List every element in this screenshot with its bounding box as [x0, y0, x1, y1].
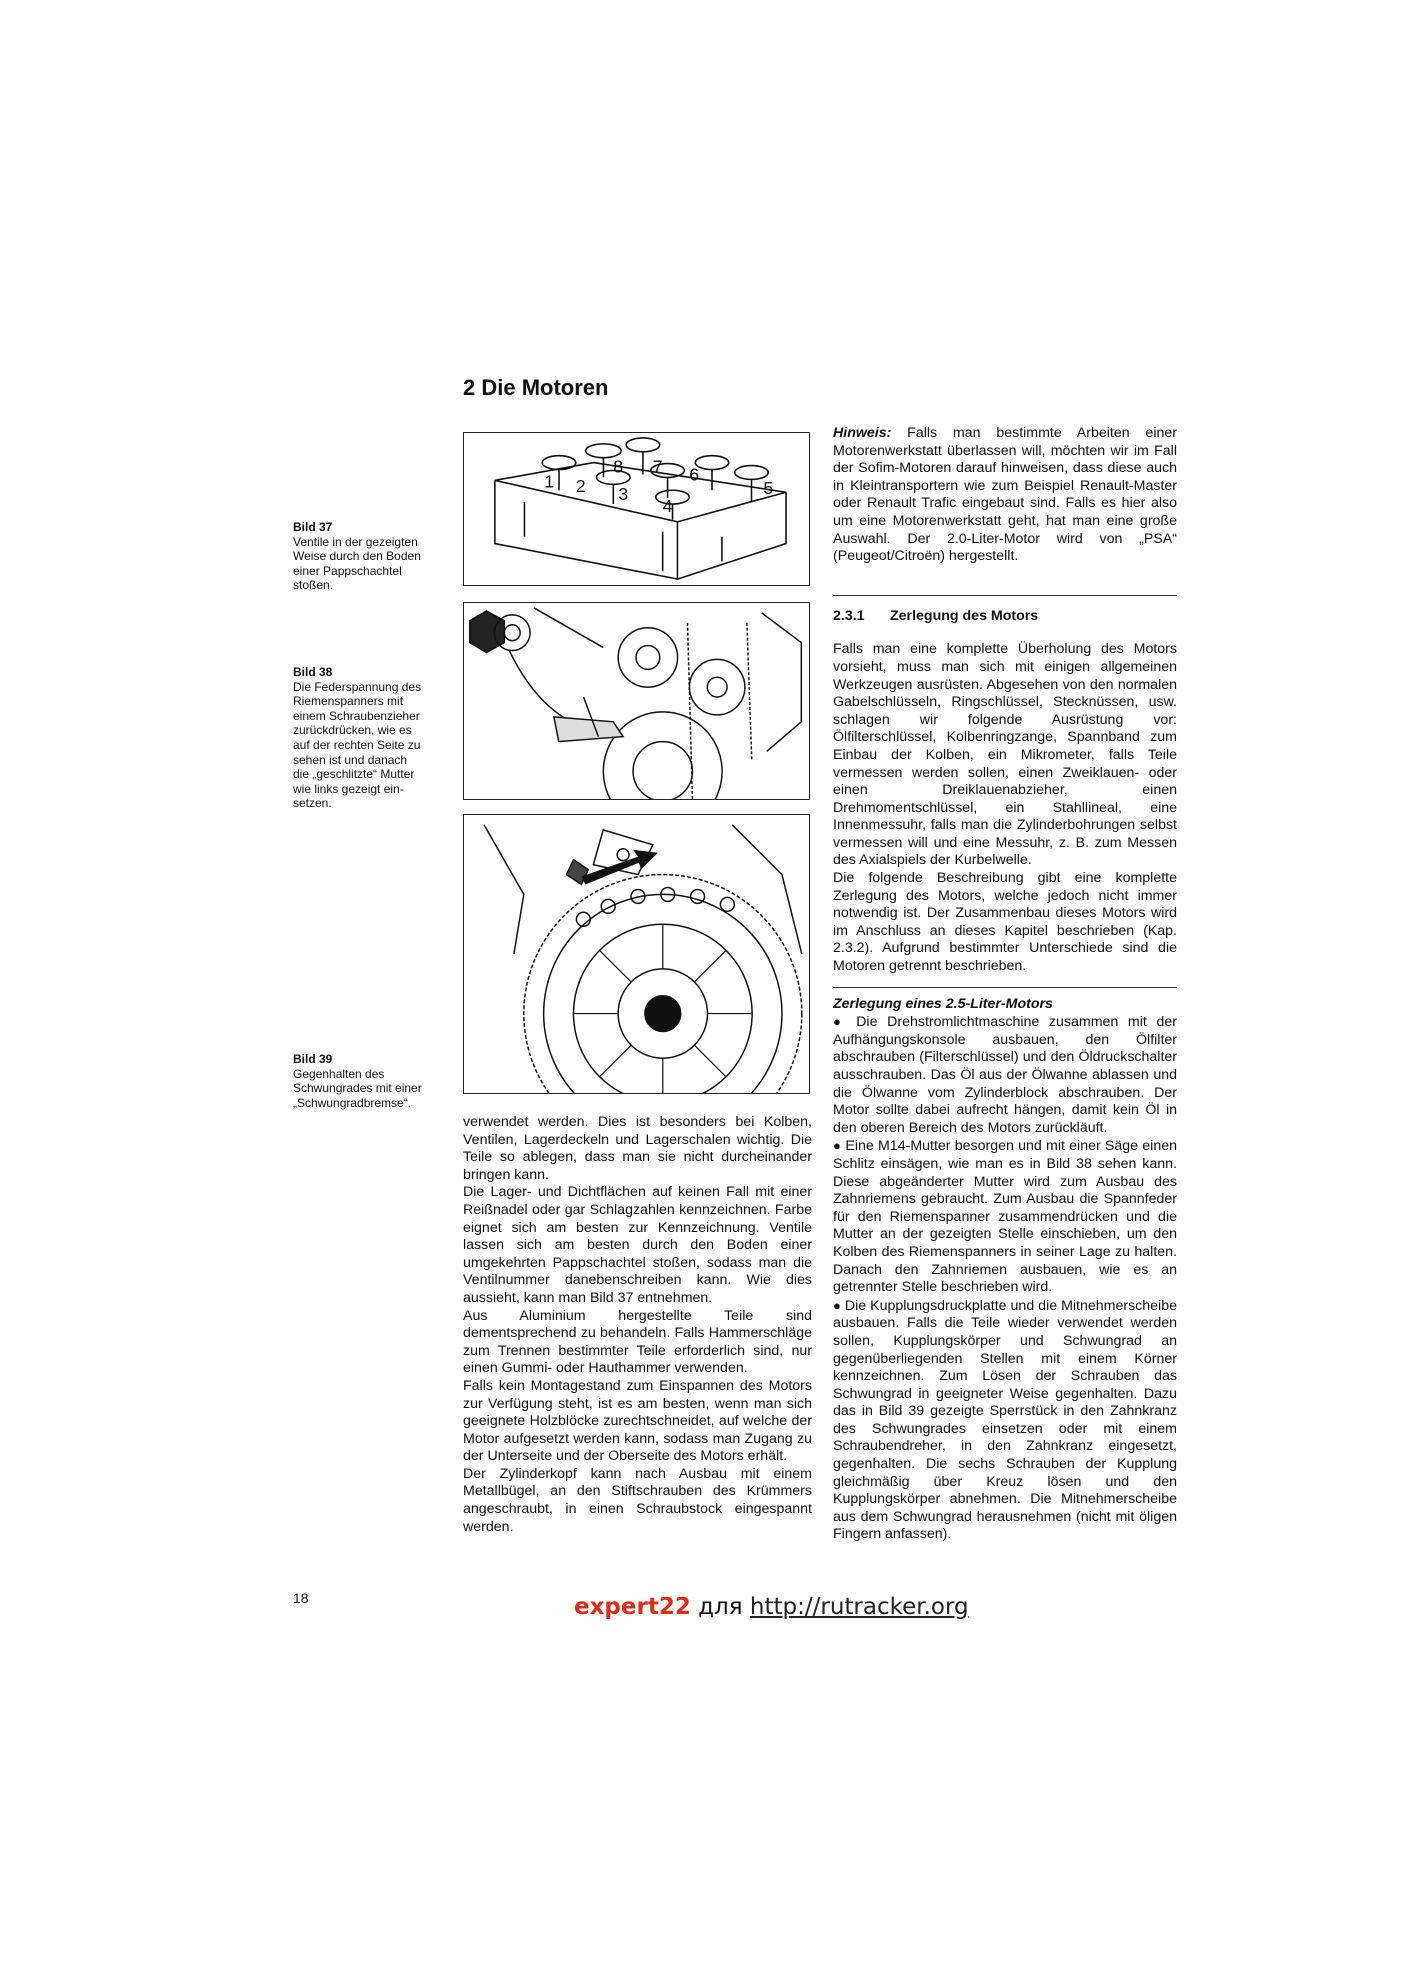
watermark [574, 1594, 969, 1620]
left-column-text [463, 1114, 812, 1536]
paragraph: Die folgende Beschreibung gibt eine komplette Zerlegung des Motors, welche jedoch nicht immer notwendig ist. Der Zusammenbau dieses Motors wird im Anschluss an dieses Kapitel beschrieben (Kap. 2.3.2). Aufgrund bestimmter Unterschiede sind die Motoren getrennt beschrieben. [833, 870, 1177, 975]
valve-number: 1 [544, 471, 555, 492]
caption-line: Riemenspanners mit [293, 694, 404, 709]
caption-bild-38 [293, 665, 433, 811]
watermark-middle: для [690, 1594, 750, 1620]
valve-number: 7 [652, 456, 663, 477]
caption-line: stoßen. [293, 578, 334, 593]
paragraph: Aus Aluminium hergestellte Teile sind dementsprechend zu behandeln. Falls Hammerschläge zum Trennen bestimmter Teile erforderlich sind, nur einen Gummi- oder Hauthammer verwenden. [463, 1307, 812, 1377]
paragraph: Der Zylinderkopf kann nach Ausbau mit einem Metallbügel, an den Stiftschrauben des Krümmers angeschraubt, in einen Schraubstock eingespannt werden. [463, 1465, 812, 1535]
valve-number: 2 [575, 476, 586, 497]
flywheel-brake-illustration [464, 815, 809, 1093]
caption-line: Die Federspannung des [293, 679, 422, 694]
hint-label: Hinweis: [833, 425, 892, 441]
chapter-title: 2 Die Motoren [463, 375, 609, 400]
caption-line: einer Pappschachtel [293, 563, 402, 578]
caption-bild-39 [293, 1052, 433, 1110]
section-heading [833, 608, 1177, 626]
watermark-link[interactable]: http://rutracker.org [749, 1594, 969, 1620]
caption-label: Bild 37 [293, 520, 333, 534]
caption-bild-37 [293, 520, 433, 593]
section-number: 2.3.1 [833, 607, 865, 624]
watermark-brand: expert22 [574, 1594, 691, 1620]
caption-line: „Schwungradbremse“. [293, 1095, 412, 1110]
hint-text: Falls man bestimmte Arbeiten einer Motorenwerkstatt überlassen will, möchten wir im Fall der Sofim-Motoren darauf hinweisen, dass diese auch in Kleintransportern wie zum Beispiel Renault-Master oder Renault Trafic eingebaut sind. Falls es hier also um eine Motorenwerkstatt geht, hat man eine große Auswahl. Der 2.0-Liter-Motor wird von „PSA“ (Peugeot/Citroën) hergestellt. [833, 425, 1177, 565]
belt-tensioner-illustration [464, 603, 809, 799]
figure-bild-38 [463, 602, 810, 800]
valve-number: 3 [618, 484, 629, 505]
bullet-item [833, 1013, 1177, 1137]
right-column-text [833, 425, 1177, 1544]
valve-box-illustration [464, 433, 809, 585]
paragraph: Falls man eine komplette Überholung des Motors vorsieht, muss man sich mit einigen allgemeinen Werkzeugen ausrüsten. Abgesehen von den normalen Gabelschlüsseln, Ringschlüssel, Stecknüssen, usw. schlagen wir folgende Ausrüstung vor: Ölfilterschlüssel, Kolbenringzange, Spannband zum Einbau der Kolben, ein Mikrometer, falls Teile vermessen werden sollen, einen Zweiklauen- oder einen Dreiklauenabzieher, einen Drehmomentschlüssel, ein Stahllineal, eine Innenmessuhr, falls man die Zylinderbohrungen selbst vermessen will und eine Messuhr, z. B. zum Messen des Axialspiels der Kurbelwelle. [833, 641, 1177, 869]
paragraph: verwendet werden. Dies ist besonders bei Kolben, Ventilen, Lagerdeckeln und Lagerschalen wichtig. Die Teile so ablegen, dass man sie nicht durcheinander bringen kann. [463, 1114, 812, 1183]
caption-line: Weise durch den Boden [293, 549, 421, 564]
paragraph: Falls kein Montagestand zum Einspannen des Motors zur Verfügung steht, ist es am besten, wenn man sich geeignete Holzblöcke zurechtschneidet, auf welche der Motor aufgesetzt werden kann, sodass man Zugang zu der Unterseite und der Oberseite des Motors erhält. [463, 1377, 812, 1465]
caption-line: setzen. [293, 796, 332, 811]
figure-bild-37 [463, 432, 810, 586]
caption-line: auf der rechten Seite zu [293, 737, 421, 752]
caption-line: zurückdrücken, wie es [293, 723, 412, 738]
caption-line: Ventile in der gezeigten [293, 534, 418, 549]
bullet-icon: ● [833, 1297, 841, 1313]
caption-line: einem Schraubenzieher [293, 708, 420, 723]
valve-number: 8 [613, 456, 624, 477]
bullet-text: Die Drehstromlichtmaschine zusammen mit der Aufhängungskonsole ausbauen, den Ölfilter abschrauben (Filterschlüssel) und den Öldruckschalter ausschrauben. Das Öl aus der Ölwanne ablassen und die Ölwanne vom Zylinderblock abschrauben. Der Motor sollte dabei aufrecht hängen, damit kein Öl in den oberen Bereich des Motors zurückläuft. [833, 1014, 1177, 1136]
caption-label: Bild 39 [293, 1052, 333, 1066]
bullet-text: Eine M14-Mutter besorgen und mit einer Säge einen Schlitz einsägen, wie man es in Bild 38 sehen kann. Diese abgeänderter Mutter wird zum Ausbau des Zahnriemens gebraucht. Zum Ausbau die Spannfeder für den Riemenspanner zusammendrücken und die Mutter an der gezeigten Stelle einschieben, um den Kolben des Riemenspanners in seiner Lage zu halten. Danach den Zahnriemen ausbauen, wie es an getrennter Stelle beschrieben wird. [833, 1138, 1177, 1296]
paragraph: Die Lager- und Dichtflächen auf keinen Fall mit einer Reißnadel oder gar Schlagzahlen kennzeichnen. Farbe eignet sich am besten zur Kennzeichnung. Ventile lassen sich am besten durch den Boden einer umgekehrten Pappschachtel stoßen, sodass man die Ventilnummer danebenschreiben kann. Wie dies aussieht, kann man Bild 37 entnehmen. [463, 1184, 812, 1306]
valve-number: 6 [689, 464, 700, 485]
caption-line: wie links gezeigt ein- [293, 781, 404, 796]
page-number: 18 [293, 1590, 309, 1606]
hint-paragraph [833, 425, 1177, 566]
bullet-icon: ● [833, 1014, 847, 1030]
bullet-icon: ● [833, 1138, 842, 1154]
subsection-heading: Zerlegung eines 2.5-Liter-Motors [833, 995, 1053, 1012]
valve-number: 5 [763, 478, 774, 499]
bullet-item [833, 1137, 1177, 1296]
bullet-text: Die Kupplungsdruckplatte und die Mitnehmerscheibe ausbauen. Falls die Teile wieder verwendet werden sollen, Kupplungskörper und Schwungrad an gegenüberliegenden Stellen mit einem Körner kennzeichnen. Zum Lösen der Schrauben das Schwungrad in geeigneter Weise gegenhalten. Dazu das in Bild 39 gezeigte Sperrstück in den Zahnkranz des Schwungrades einsetzen oder mit einem Schraubendreher, in den Zahnkranz eingesetzt, gegenhalten. Die sechs Schrauben der Kupplung gleichmäßig über Kreuz lösen und den Kupplungskörper abnehmen. Die Mitnehmerscheibe aus dem Schwungrad herausnehmen (nicht mit öligen Fingern anfassen). [833, 1297, 1177, 1543]
valve-number: 4 [662, 495, 673, 516]
figure-bild-39 [463, 814, 810, 1094]
caption-line: Schwungrades mit einer [293, 1081, 422, 1096]
section-divider [833, 987, 1177, 988]
section-divider [833, 595, 1177, 596]
bullet-item [833, 1297, 1177, 1544]
caption-line: sehen ist und danach [293, 752, 408, 767]
caption-line: die „geschlitzte“ Mutter [293, 767, 415, 782]
caption-label: Bild 38 [293, 665, 333, 679]
section-title: Zerlegung des Motors [890, 607, 1039, 624]
caption-line: Gegenhalten des [293, 1066, 385, 1081]
